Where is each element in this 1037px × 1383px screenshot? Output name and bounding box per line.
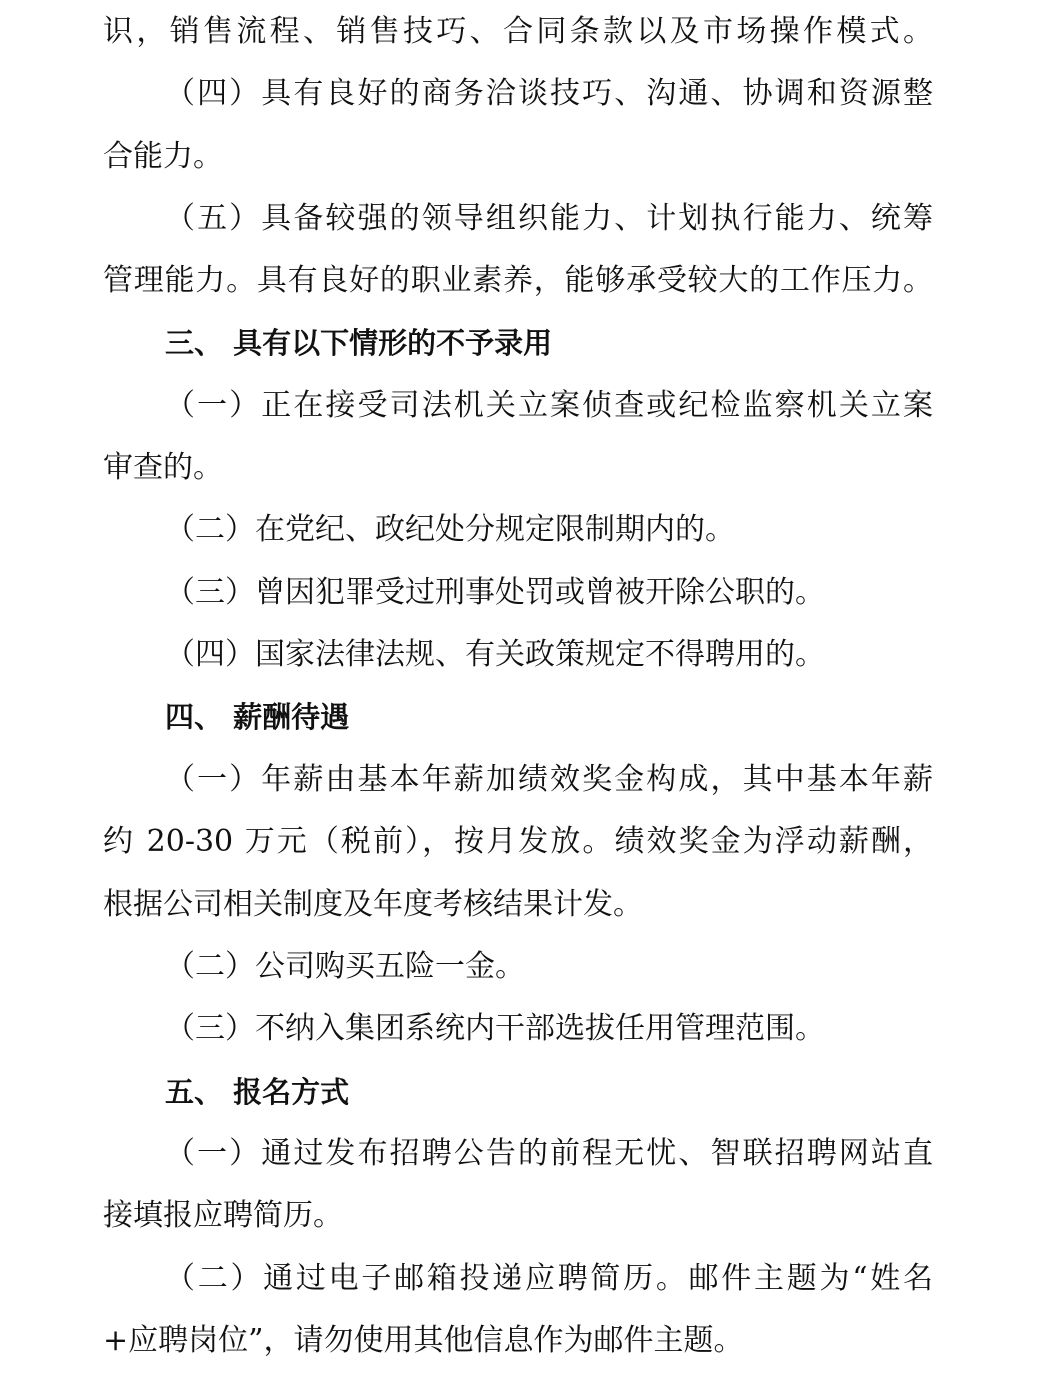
paragraph-line: （二）通过电子邮箱投递应聘简历。邮件主题为“姓名 [165,1261,933,1296]
paragraph-line: 根据公司相关制度及年度考核结果计发。 [103,887,643,922]
paragraph-line: 约 20-30 万元（税前），按月发放。绩效奖金为浮动薪酬， [103,824,933,859]
paragraph-line: 识，销售流程、销售技巧、合同条款以及市场操作模式。 [103,14,933,49]
section-heading: 四、 薪酬待遇 [165,700,350,734]
paragraph-line: （二）在党纪、政纪处分规定限制期内的。 [165,512,735,547]
paragraph-line: （一）通过发布招聘公告的前程无忧、智联招聘网站直 [165,1136,933,1171]
paragraph-line: （三）曾因犯罪受过刑事处罚或曾被开除公职的。 [165,575,825,610]
paragraph-line: 管理能力。具有良好的职业素养，能够承受较大的工作压力。 [103,263,933,298]
paragraph-line: +应聘岗位”，请勿使用其他信息作为邮件主题。 [103,1323,744,1358]
paragraph-line: （三）不纳入集团系统内干部选拔任用管理范围。 [165,1011,825,1046]
section-heading: 五、 报名方式 [165,1075,350,1109]
section-heading: 三、 具有以下情形的不予录用 [165,326,553,360]
paragraph-line: （二）公司购买五险一金。 [165,949,525,984]
paragraph-line: （一）正在接受司法机关立案侦查或纪检监察机关立案 [165,388,933,423]
paragraph-line: （四）国家法律法规、有关政策规定不得聘用的。 [165,637,825,672]
paragraph-line: 合能力。 [103,139,223,174]
paragraph-line: （一）年薪由基本年薪加绩效奖金构成，其中基本年薪 [165,762,933,797]
paragraph-line: 审查的。 [103,450,223,485]
paragraph-line: 接填报应聘简历。 [103,1198,343,1233]
paragraph-line: （四）具有良好的商务洽谈技巧、沟通、协调和资源整 [165,76,933,111]
paragraph-line: （五）具备较强的领导组织能力、计划执行能力、统筹 [165,201,933,236]
